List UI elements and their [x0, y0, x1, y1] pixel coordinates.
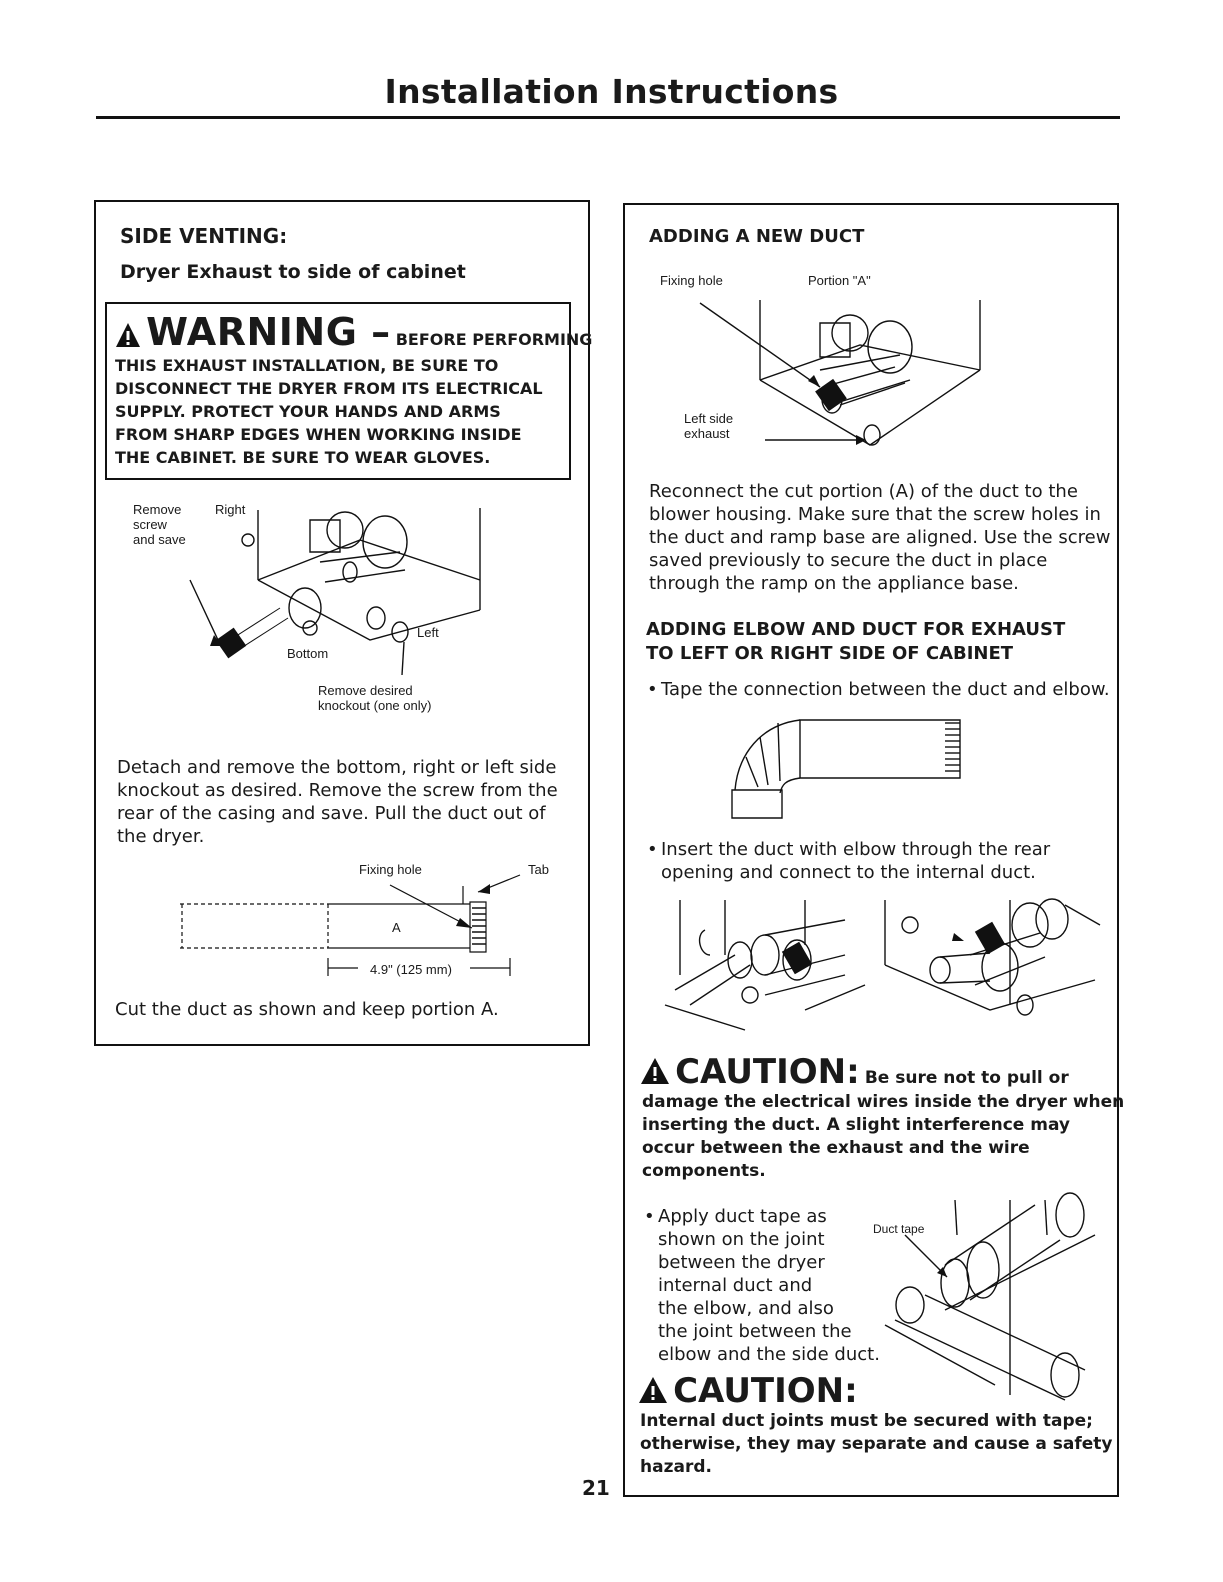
remove-knockout-label: Remove desired knockout (one only): [318, 683, 432, 713]
portion-a-label-2: Portion "A": [808, 273, 871, 288]
side-venting-heading: SIDE VENTING:: [120, 224, 288, 248]
caution-heading-1: [640, 1052, 1069, 1092]
caution-text-1: damage the electrical wires inside the dryer when inserting the duct. A slight interference may occur between the exhaust and the wire components.: [642, 1092, 1125, 1181]
portion-a-label: A: [392, 920, 401, 935]
cut-instructions: Cut the duct as shown and keep portion A.: [115, 999, 499, 1020]
warning-tail: BEFORE PERFORMING: [395, 330, 593, 349]
remove-screw-label: Remove screw and save: [133, 502, 186, 547]
caution-tail-1: Be sure not to pull or: [864, 1068, 1069, 1088]
bullet-apply-tape: • Apply duct tape as shown on the joint between the dryer internal duct and the elbow, and also the joint between the elbow and the side duct.: [644, 1206, 880, 1365]
left-label: Left: [417, 625, 439, 640]
detach-instructions: Detach and remove the bottom, right or left side knockout as desired. Remove the screw from the rear of the casing and save. Pull the duct out of the dryer.: [117, 757, 558, 847]
caution-word-1: CAUTION:: [675, 1052, 860, 1092]
warning-text: THIS EXHAUST INSTALLATION, BE SURE TO DISCONNECT THE DRYER FROM ITS ELECTRICAL SUPPLY. PROTECT YOUR HANDS AND ARMS FROM SHARP EDGES WHEN WORKING INSIDE THE CABINET. BE SURE TO WEAR GLOVES.: [115, 356, 543, 467]
insert-duct-diagram-left: [665, 895, 865, 1035]
adding-new-duct-heading: ADDING A NEW DUCT: [649, 226, 865, 247]
bullet-tape-connection: • Tape the connection between the duct and elbow.: [647, 679, 1110, 700]
elbow-heading: ADDING ELBOW AND DUCT FOR EXHAUST TO LEFT OR RIGHT SIDE OF CABINET: [646, 619, 1066, 664]
bottom-label: Bottom: [287, 646, 329, 661]
caution-triangle-icon-2: [638, 1376, 668, 1408]
left-side-exhaust-label: Left side exhaust: [684, 411, 734, 441]
bullet-insert-duct: • Insert the duct with elbow through the rear opening and connect to the internal duct.: [647, 839, 1051, 883]
warning-triangle-icon: [115, 322, 141, 352]
tab-label: Tab: [528, 862, 549, 877]
caution-heading-2: [638, 1371, 858, 1411]
elbow-duct-diagram: [730, 715, 980, 820]
side-venting-subheading: Dryer Exhaust to side of cabinet: [120, 261, 466, 283]
caution-word-2: CAUTION:: [673, 1371, 858, 1411]
page-title: Installation Instructions: [384, 72, 839, 111]
knockout-diagram: [190, 500, 490, 680]
fixing-hole-label-2: Fixing hole: [660, 273, 723, 288]
warning-box: [105, 302, 593, 480]
dimension-label: 4.9" (125 mm): [370, 962, 452, 977]
page-number: 21: [582, 1476, 610, 1500]
caution-text-2: Internal duct joints must be secured with tape; otherwise, they may separate and cause a safety hazard.: [640, 1411, 1113, 1477]
duct-tape-label: Duct tape: [873, 1222, 925, 1236]
reconnect-instructions: Reconnect the cut portion (A) of the duct to the blower housing. Make sure that the screw holes in the duct and ramp base are aligned. Use the screw saved previously to secure the duct in place through the ramp on the appliance base.: [649, 481, 1111, 594]
warning-word: WARNING –: [146, 310, 391, 354]
insert-duct-diagram-right: [880, 895, 1100, 1025]
caution-triangle-icon: [640, 1057, 670, 1089]
fixing-hole-label: Fixing hole: [359, 862, 422, 877]
title-rule: [96, 116, 1120, 119]
right-label: Right: [215, 502, 246, 517]
duct-cut-diagram: [180, 880, 520, 980]
